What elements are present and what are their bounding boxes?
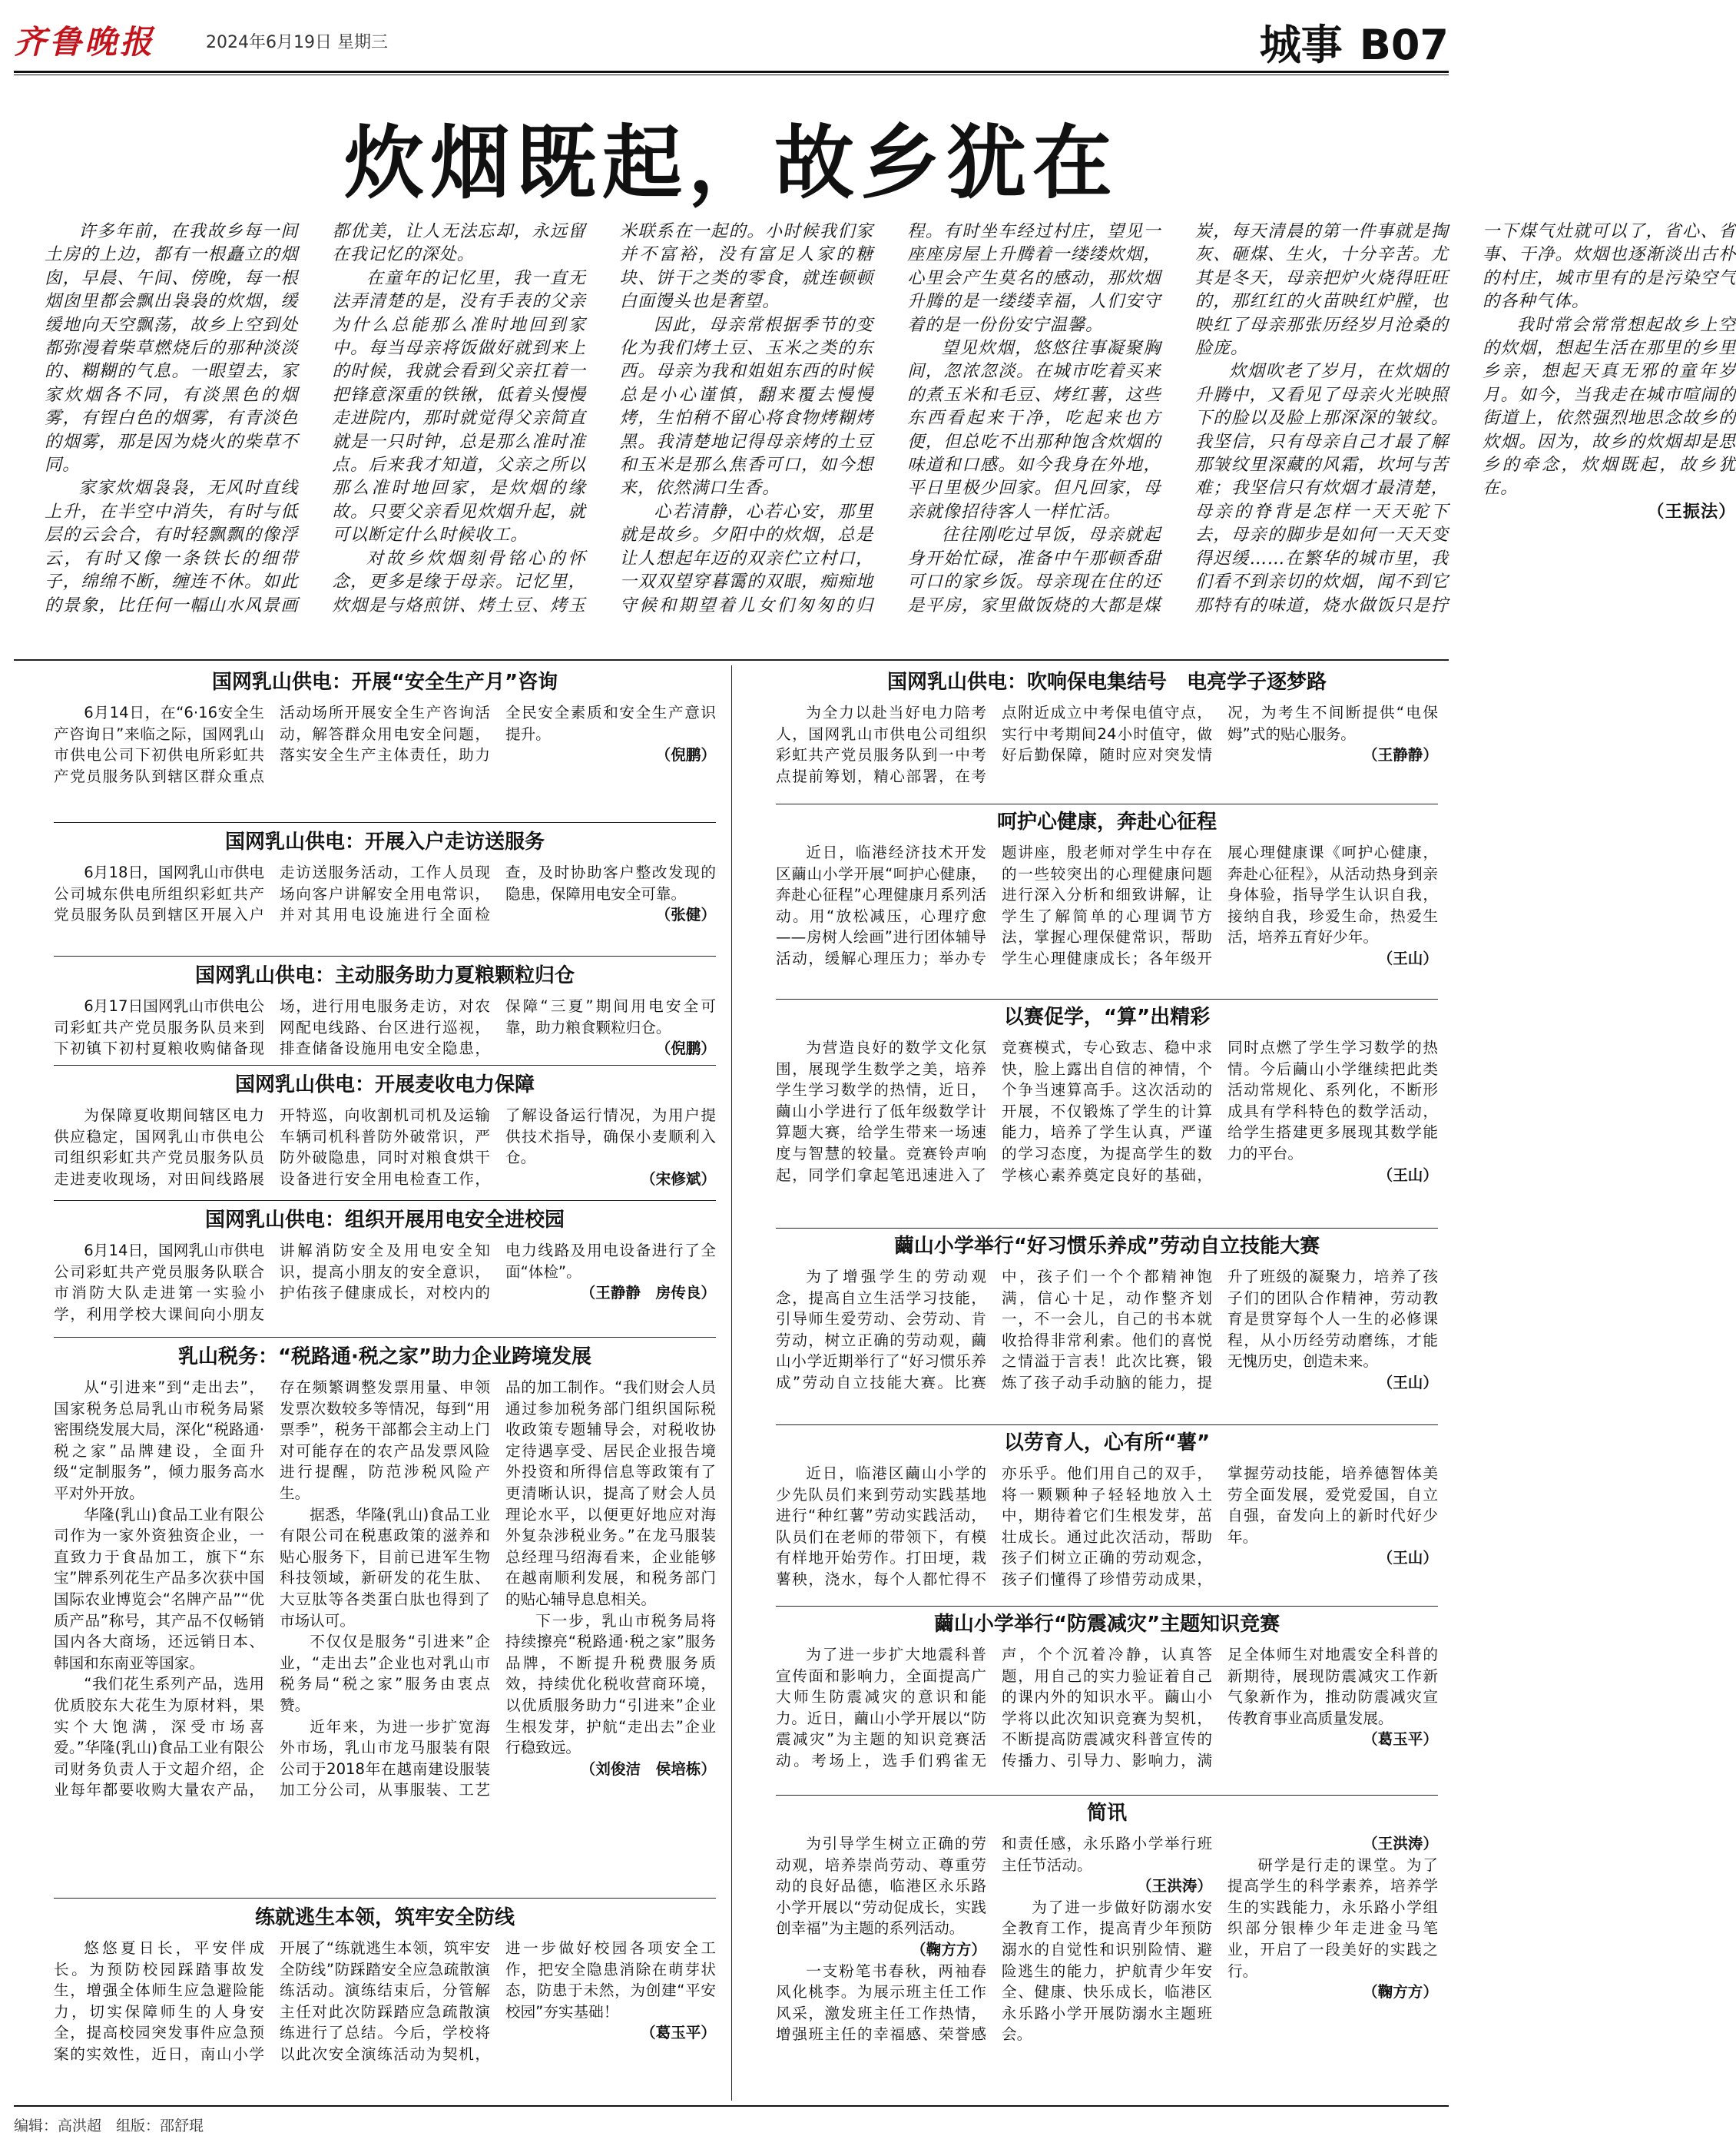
- article-body: [54, 996, 716, 1060]
- footer-rule: [14, 2105, 1449, 2107]
- feature-title: 炊烟既起，故乡犹在: [343, 115, 1118, 210]
- article-campus-safety: [54, 1206, 716, 1325]
- masthead-rule: [14, 71, 1449, 73]
- article-labor-skills: [776, 1232, 1438, 1394]
- article-body: [776, 842, 1438, 970]
- article-paragraph: 为引导学生树立正确的劳动观，培养崇尚劳动、尊重劳动的良好品德，临港区永乐路小学开展以“劳动促成长，实践创幸福”为主题的系列活动。: [776, 1835, 986, 1938]
- article-divider: [776, 1424, 1438, 1425]
- article-divider: [776, 1795, 1438, 1796]
- section-label: [1260, 12, 1449, 71]
- essay-paragraph: 往往刚吃过早饭，母亲就起身开始忙碌，准备中午那顿香甜可口的家乡饭。母亲现在住的还是平房，家里做饭烧的大都是煤炭，每天清晨的第一件事就是掏灰、砸煤、生火，十分辛苦。尤其是冬天，母亲把炉火烧得旺旺的，那红红的火苗映红炉膛，也映红了母亲那张历经岁月沧桑的脸庞。: [907, 221, 1449, 615]
- newspaper-logo: 齐鲁晚报: [14, 23, 156, 61]
- article-title: 国网乳山供电：开展“安全生产月”咨询: [211, 671, 558, 694]
- article-title: 国网乳山供电：开展麦收电力保障: [234, 1073, 535, 1096]
- essay-paragraph: 因此，母亲常根据季节的变化为我们烤土豆、玉米之类的东西。母亲为我和姐姐东西的时候总是小心谨慎，翻来覆去慢慢烤，生怕稍不留心将食物烤糊烤黑。我清楚地记得母亲烤的土豆和玉米是那么焦香可口，如今想来，依然满口生香。: [619, 314, 874, 499]
- essay-paragraph: 家家炊烟袅袅，无风时直线上升，在半空中消失，有时与低层的云会合，有时轻飘飘的像浮云，有时又像一条铁长的细带子，绵绵不断，缠连不休。如此的景象，比任何一幅山水风景画都优美，让人无法忘却，永远留在我记忆的深处。: [45, 221, 586, 615]
- article-divider: [54, 1898, 716, 1899]
- article-paragraph: 6月17日国网乳山市供电公司彩虹共产党员服务队员来到下初镇下初村夏粮收购储备现场，进行用电服务走访，对农网配电线路、台区进行巡视，排查储备设施用电安全隐患，保障“三夏”期间用电安全可靠，助力粮食颗粒归仓。: [54, 997, 716, 1058]
- article-byline: （葛玉平）: [1363, 1730, 1438, 1749]
- article-divider: [54, 1337, 716, 1338]
- article-title: 乳山税务：“税路通·税之家”助力企业跨境发展: [177, 1345, 592, 1368]
- masthead: [14, 9, 1449, 72]
- article-title: 以赛促学，“算”出精彩: [1003, 1006, 1211, 1029]
- essay-paragraph: 炊烟吹老了岁月，在炊烟的升腾中，又看见了母亲火光映照下的脸以及脸上那深深的皱纹。我坚信，只有母亲自己才最了解那皱纹里深藏的风霜，坎坷与苦难；我坚信只有炊烟才最清楚，母亲的脊背是怎样一天天驼下去，母亲的脚步是如何一天天变得迟缓……在繁华的城市里，我们看不到亲切的炊烟，闻不到它那特有的味道，烧水做饭只是拧一下煤气灶就可以了，省心、省事、干净。炊烟也逐渐淡出古朴的村庄，城市里有的是污染空气的各种气体。: [1194, 221, 1736, 615]
- article-body: [776, 1266, 1438, 1394]
- article-body: [54, 1938, 716, 2065]
- article-briefs: [776, 1799, 1438, 2045]
- article-divider: [54, 1200, 716, 1201]
- article-title: 国网乳山供电：主动服务助力夏粮颗粒归仓: [194, 964, 575, 987]
- article-paragraph: 近日，临港经济技术开发区繭山小学开展“呵护心健康，奔赴心征程”心理健康月系列活动。用“放松减压，心理疗愈——房树人绘画”进行团体辅导活动，缓解心理压力；举办专题讲座，殷老师对学生中存在的一些较突出的心理健康问题进行深入分析和细致讲解，让学生了解简单的心理调节方法，掌握心理保健常识，帮助学生心理健康成长；各年级开展心理健康课《呵护心健康，奔赴心征程》，从活动热身到亲身体验，指导学生认识自我，接纳自我，珍爱生命，热爱生活，培养五育好少年。: [776, 844, 1438, 967]
- article-byline: （王静静 房传良）: [580, 1284, 716, 1302]
- article-body: [54, 862, 716, 926]
- article-paragraph: 6月18日，国网乳山市供电公司城东供电所组织彩虹共产党员服务队员到辖区开展入户走访送服务活动，工作人员现场向客户讲解安全用电常识，并对其用电设施进行全面检查，及时协助客户整改发现的隐患，保障用电安全可靠。: [54, 864, 716, 924]
- article-mental-health: [776, 808, 1438, 970]
- article-byline: （宋修斌）: [641, 1169, 716, 1188]
- article-paragraph: 为了进一步做好防溺水安全教育工作，提高青少年预防溺水的自觉性和识别险情、避险逃生的能力，护航青少年安全、健康、快乐成长，临港区永乐路小学开展防溺水主题班会。: [1002, 1898, 1212, 2044]
- essay-paragraph: 望见炊烟，悠悠往事凝聚胸间，忽浓忽淡。在城市吃着买来的煮玉米和毛豆、烤红薯，这些东西看起来干净，吃起来也方便，但总吃不出那种饱含炊烟的味道和口感。如今我身在外地，平日里极少回家。但凡回家，母亲就像招待客人一样忙活。: [907, 338, 1161, 522]
- article-paragraph: 近年来，为进一步扩宽海外市场，乳山市龙马服装有限公司于2018年在越南建设服装加工分公司，从事服装、工艺品的加工制作。“我们财会人员通过参加税务部门组织国际税收政策专题辅导会，对税收协定待遇享受、居民企业报告境外投资和所得信息等政策有了更清晰认识，提高了财会人员理论水平，以便更好地应对海外复杂涉税业务。”在龙马服装总经理马绍海看来，企业能够在越南顺利发展，和税务部门的贴心辅导息息相关。: [280, 1378, 716, 1799]
- article-paragraph: 下一步，乳山市税务局将持续擦亮“税路通·税之家”服务品牌，不断提升税费服务质效，持续优化税收营商环境，以优质服务助力“引进来”企业生根发芽，护航“走出去”企业行稳致远。: [505, 1611, 716, 1757]
- article-title: 呵护心健康，奔赴心征程: [996, 811, 1217, 834]
- article-paragraph: 6月14日，国网乳山市供电公司彩虹共产党员服务队联合市消防大队走进第一实验小学，利用学校大课间向小朋友讲解消防安全及用电安全知识，提高小朋友的安全意识，护佑孩子健康成长，对校内的电力线路及用电设备进行了全面“体检”。: [54, 1242, 716, 1323]
- article-byline: （倪鹏）: [655, 1040, 716, 1058]
- article-paragraph: 研学是行走的课堂。为了提高学生的科学素养，培养学生的实践能力，永乐路小学组织部分银棒少年走进金马笔业，开启了一段美好的实践之行。: [1227, 1856, 1438, 1980]
- article-byline: （王洪涛）: [1137, 1877, 1212, 1895]
- article-home-visit: [54, 828, 716, 926]
- article-body: [54, 1240, 716, 1325]
- article-paragraph: 据悉，华隆(乳山)食品工业有限公司在税惠政策的滋养和贴心服务下，目前已进军生物科技领域，新研发的花生肽、大豆肽等各类蛋白肽也得到了市场认可。: [280, 1505, 490, 1630]
- article-paragraph: 为了进一步扩大地震科普宣传面和影响力，全面提高广大师生防震减灾的意识和能力。近日，繭山小学开展以“防震减灾”为主题的知识竞赛活动。考场上，选手们鸦雀无声，个个沉着冷静，认真答题，用自己的实力验证着自己的课内外的知识水平。繭山小学将以此次知识竞赛为契机，不断提高防震减灾科普宣传的传播力、引导力、影响力，满足全体师生对地震安全科普的新期待，展现防震减灾工作新气象新作为，推动防震减灾宣传教育事业高质量发展。: [776, 1646, 1438, 1769]
- article-byline: （王山）: [1377, 1549, 1438, 1567]
- article-body: [776, 1833, 1438, 2045]
- article-byline: （倪鹏）: [655, 746, 716, 764]
- article-title: 以劳育人，心有所“薯”: [1003, 1431, 1211, 1454]
- article-sweet-potato: [776, 1429, 1438, 1590]
- page-footer: 编辑：高洪超 组版：邵舒琨: [14, 2117, 204, 2134]
- article-byline: （张健）: [655, 906, 716, 924]
- article-body: [54, 702, 716, 787]
- article-byline: （王山）: [1377, 949, 1438, 967]
- article-title: 国网乳山供电：组织开展用电安全进校园: [204, 1209, 565, 1232]
- article-paragraph: 为了增强学生的劳动观念，提高自立生活学习技能，引导师生爱劳动、会劳动、肯劳动，树立正确的劳动观，繭山小学近期举行了“好习惯乐养成”劳动自立技能大赛。比赛中，孩子们一个个都精神饱满，信心十足，动作整齐划一，不一会儿，自己的书本就收拾得非常利索。他们的喜悦之情溢于言表！此次比赛，锻炼了孩子动手动脑的能力，提升了班级的凝聚力，培养了孩子们的团队合作精神，劳动教育是贯穿每个人一生的必修课程，从小历经劳动磨练，才能无愧历史，创造未来。: [776, 1268, 1438, 1391]
- article-summer-grain: [54, 962, 716, 1060]
- essay-paragraph: 对故乡炊烟刻骨铭心的怀念，更多是缘于母亲。记忆里，炊烟是与烙煎饼、烤土豆、烤玉米联系在一起的。小时候我们家并不富裕，没有富足人家的糖块、饼干之类的零食，就连顿顿白面馒头也是奢望。: [332, 221, 874, 615]
- article-paragraph: 一支粉笔书春秋，两袖春风化桃李。为展示班主任工作风采，激发班主任工作热情，增强班主任的幸福感、荣誉感和责任感，永乐路小学举行班主任节活动。: [776, 1835, 1212, 2044]
- article-divider: [776, 1606, 1438, 1607]
- article-safety-month: [54, 668, 716, 787]
- article-title: 繭山小学举行“好习惯乐养成”劳动自立技能大赛: [893, 1235, 1320, 1258]
- article-title: 繭山小学举行“防震减灾”主题知识竞赛: [933, 1613, 1280, 1636]
- article-title: 练就逃生本领，筑牢安全防线: [254, 1906, 515, 1929]
- column-divider: [731, 665, 732, 2101]
- article-divider: [54, 956, 716, 957]
- essay-byline: （王振法）: [1647, 501, 1736, 522]
- article-byline: （王洪涛）: [1363, 1835, 1438, 1852]
- article-paragraph: 华隆(乳山)食品工业有限公司作为一家外资独资企业，一直致力于食品加工，旗下“东宝”牌系列花生产品多次获中国国际农业博览会“名牌产品”“优质产品”称号，其产品不仅畅销国内各大商场，还远销日本、韩国和东南亚等国家。: [54, 1505, 264, 1672]
- article-earthquake-quiz: [776, 1610, 1438, 1772]
- article-paragraph: 不仅仅是服务“引进来”企业，“走出去”企业也对乳山市税务局“税之家”服务由衷点赞。: [280, 1633, 490, 1714]
- article-byline: （王山）: [1377, 1373, 1438, 1391]
- essay-bottom-rule: [14, 659, 1449, 661]
- article-paragraph: 悠悠夏日长，平安伴成长。为预防校园踩踏事故发生，增强全体师生应急避险能力，切实保障师生的人身安全，提高校园突发事件应急预案的实效性，近日，南山小学开展了“练就逃生本领，筑牢安全防线”防踩踏安全应急疏散演练活动。演练结束后，分管解主任对此次防踩踏应急疏散演练进行了总结。今后，学校将以此次安全演练活动为契机，进一步做好校园各项安全工作，把安全隐患消除在萌芽状态，防患于未然，为创建“平安校园”夯实基础！: [54, 1939, 716, 2063]
- article-divider: [54, 822, 716, 823]
- article-divider: [54, 1065, 716, 1066]
- article-divider: [776, 1228, 1438, 1229]
- article-body: [54, 1105, 716, 1189]
- feature-essay: [45, 220, 1736, 619]
- article-paragraph: 为营造良好的数学文化氛围，展现学生数学之美，培养学生学习数学的热情，近日，繭山小学进行了低年级数学计算题大赛，给学生带来一场速度与智慧的较量。竞赛铃声响起，同学们拿起笔迅速进入了竞赛模式，专心致志、稳中求快，脸上露出自信的神情，个个争当速算高手。这次活动的开展，不仅锻炼了学生的计算能力，培养了学生认真，严谨的学习态度，为提高学生的数学核心素养奠定良好的基础，同时点燃了学生学习数学的热情。今后繭山小学继续把此类活动常规化、系列化，不断形成具有学科特色的数学活动，给学生搭建更多展现其数学能力的平台。: [776, 1039, 1438, 1184]
- article-escape-drill: [54, 1904, 716, 2065]
- article-paragraph: 从“引进来”到“走出去”，国家税务总局乳山市税务局紧密围绕发展大局，深化“税路通·税之家”品牌建设，全面升级“定制服务”，倾力服务高水平对外开放。: [54, 1378, 264, 1502]
- article-exam-power: [776, 668, 1438, 787]
- article-byline: （鞠方方）: [911, 1940, 986, 1958]
- article-title: 国网乳山供电：吹响保电集结号 电亮学子逐梦路: [886, 671, 1327, 694]
- article-title: 简讯: [1086, 1802, 1127, 1825]
- issue-date: 2024年6月19日 星期三: [206, 33, 388, 52]
- section-name: 城事: [1259, 21, 1343, 69]
- article-byline: （王山）: [1377, 1166, 1438, 1184]
- article-byline: （鞠方方）: [1363, 1983, 1438, 2001]
- article-body: [54, 1377, 716, 1801]
- article-tax-service: [54, 1343, 716, 1801]
- article-paragraph: “我们花生系列产品，选用优质胶东大花生为原材料，果实个大饱满，深受市场喜爱。”华隆(乳山)食品工业有限公司财务负责人于文超介绍，企业每年都要收购大量农产品，存在频繁调整发票用量、申领发票次数较多等情况，每到“用票季”，税务干部都会主动上门对可能存在的农产品发票风险进行提醒，防范涉税风险产生。: [54, 1378, 490, 1799]
- essay-paragraph: 许多年前，在我故乡每一间土房的上边，都有一根矗立的烟囱，早晨、午间、傍晚，每一根烟囱里都会飘出袅袅的炊烟，缓缓地向天空飘荡，故乡上空到处都弥漫着柴草燃烧后的那种淡淡的、糊糊的气息。一眼望去，家家炊烟各不同，有淡黑色的烟雾，有锃白色的烟雾，有青淡色的烟雾，那是因为烧火的柴草不同。: [45, 221, 299, 476]
- page-number: B07: [1359, 21, 1449, 69]
- article-byline: （王静静）: [1363, 746, 1438, 764]
- article-paragraph: 近日，临港区繭山小学的少先队员们来到劳动实践基地进行“种红薯”劳动实践活动，队员们在老师的带领下，有模有样地开始劳作。打田埂，栽薯秧，浇水，每个人都忙得不亦乐乎。他们用自己的双手，将一颗颗种子轻轻地放入土中，期待着它们生根发芽，茁壮成长。通过此次活动，帮助孩子们树立正确的劳动观念，孩子们懂得了珍惜劳动成果，掌握劳动技能，培养德智体美劳全面发展，爱党爱国，自立自强，奋发向上的新时代好少年。: [776, 1464, 1438, 1588]
- article-body: [776, 702, 1438, 787]
- article-paragraph: 为保障夏收期间辖区电力供应稳定，国网乳山市供电公司组织彩虹共产党员服务队员走进麦收现场，对田间线路展开特巡，向收割机司机及运输车辆司机科普防外破常识，严防外破隐患，同时对粮食烘干设备进行安全用电检查工作，了解设备运行情况，为用户提供技术指导，确保小麦顺利入仓。: [54, 1106, 716, 1188]
- article-paragraph: 为全力以赴当好电力陪考人，国网乳山市供电公司组织彩虹共产党员服务队到一中考点提前筹划，精心部署，在考点附近成立中考保电值守点，实行中考期间24小时值守，做好后勤保障，随时应对突发情况，为考生不间断提供“电保姆”式的贴心服务。: [776, 704, 1438, 785]
- article-paragraph: 6月14日，在“6·16安全生产咨询日”来临之际，国网乳山市供电公司下初供电所彩虹共产党员服务队到辖区群众重点活动场所开展安全生产咨询活动，解答群众用电安全问题，落实安全生产主体责任，助力全民安全素质和安全生产意识提升。: [54, 704, 716, 785]
- essay-paragraph: 心若清静，心若心安，那里就是故乡。夕阳中的炊烟，总是让人想起年迈的双亲伫立村口，一双双望穿暮霭的双眼，痴痴地守候和期望着儿女们匆匆的归程。有时坐车经过村庄，望见一座座房屋上升腾着一缕缕炊烟，心里会产生莫名的感动，那炊烟升腾的是一缕缕幸福，人们安守着的是一份份安宁温馨。: [619, 221, 1161, 615]
- article-math-contest: [776, 1003, 1438, 1186]
- article-title: 国网乳山供电：开展入户走访送服务: [224, 831, 545, 854]
- article-body: [776, 1037, 1438, 1186]
- article-body: [776, 1644, 1438, 1772]
- article-byline: （葛玉平）: [641, 2024, 716, 2042]
- article-body: [776, 1463, 1438, 1590]
- article-byline: （刘俊洁 侯培栋）: [580, 1759, 716, 1778]
- article-wheat-harvest: [54, 1071, 716, 1189]
- essay-paragraph: 我时常会常常想起故乡上空的炊烟，想起生活在那里的乡里乡亲，想起天真无邪的童年岁月。如今，当我走在城市喧闹的街道上，依然强烈地思念故乡的炊烟。因为，故乡的炊烟却是思乡的牵念，炊烟既起，故乡犹在。: [1482, 314, 1736, 499]
- article-divider: [776, 999, 1438, 1000]
- essay-paragraph: 在童年的记忆里，我一直无法弄清楚的是，没有手表的父亲为什么总能那么准时地回到家中。每当母亲将饭做好就到来上的时候，我就会看到父亲扛着一把锋意深重的铁锹，低着头慢慢走进院内，那时就觉得父亲简直就是一只时钟，总是那么准时准点。后来我才知道，父亲之所以那么准时地回家，是炊烟的缘故。只要父亲看见炊烟升起，就可以断定什么时候收工。: [332, 267, 586, 546]
